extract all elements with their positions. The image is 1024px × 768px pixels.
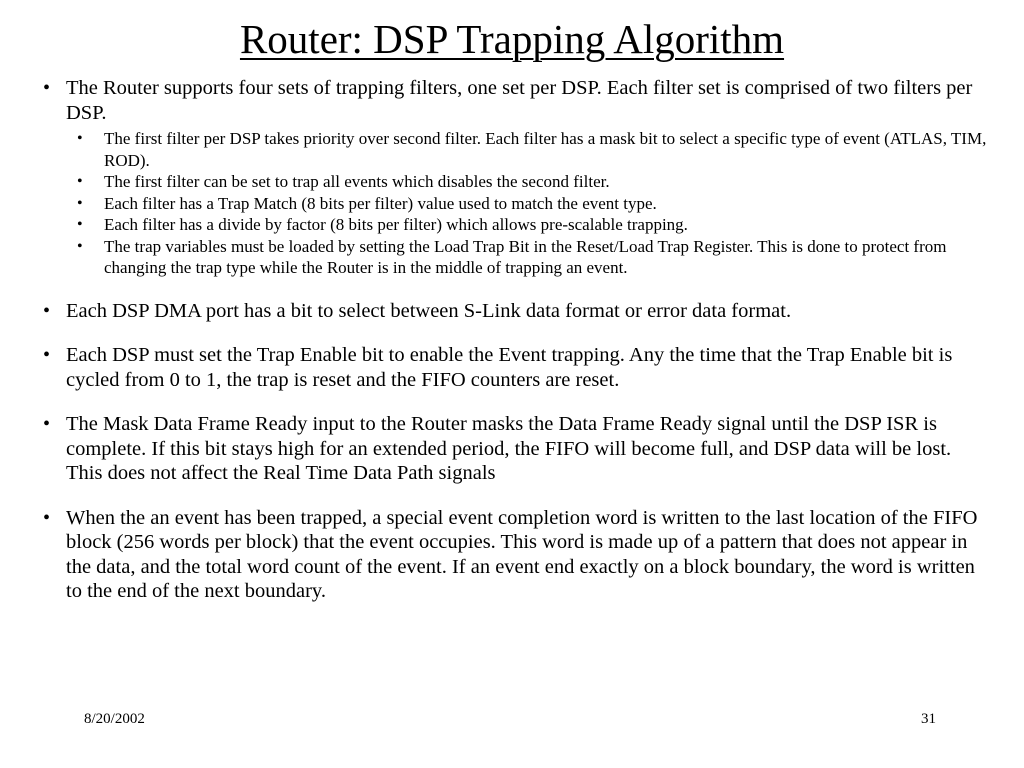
bullet-item <box>40 343 992 392</box>
bullet-text: The Router supports four sets of trapping filters, one set per DSP. Each filter set is comprised of two filters per DSP. <box>66 77 973 124</box>
slide-title: Router: DSP Trapping Algorithm <box>239 16 785 62</box>
sub-bullet-text: Each filter has a Trap Match (8 bits per filter) value used to match the event type. <box>104 193 657 213</box>
bullet-icon: • <box>43 299 51 322</box>
bullet-icon: • <box>43 506 51 529</box>
page-number: 31 <box>921 711 936 727</box>
bullet-item <box>40 412 992 486</box>
bullet-text: The Mask Data Frame Ready input to the Router masks the Data Frame Ready signal until the DSP ISR is complete. If this bit stays high for an extended period, the FIFO will become full, and DSP data will be lost. This does not affect the Real Time Data Path signals <box>66 413 952 484</box>
sub-bullet-icon: • <box>77 237 83 255</box>
bullet-icon: • <box>43 413 51 435</box>
sub-bullet-text: Each filter has a divide by factor (8 bits per filter) which allows pre-scalable trapping. <box>104 215 688 234</box>
sub-bullet-icon: • <box>77 173 83 190</box>
bullet-icon: • <box>43 344 51 366</box>
sub-bullet-icon: • <box>77 194 83 212</box>
bullet-icon: • <box>43 77 51 99</box>
sub-bullet-text: The first filter per DSP takes priority over second filter. Each filter has a mask bit to select a specific type of event (ATLAS, TIM, ROD). <box>104 129 987 170</box>
sub-bullet-item <box>66 236 992 279</box>
sub-bullet-item <box>66 214 992 236</box>
bullet-item <box>40 76 992 279</box>
sub-bullet-item <box>66 171 992 193</box>
sub-bullet-text: The trap variables must be loaded by setting the Load Trap Bit in the Reset/Load Trap Register. This is done to protect from changing the trap type while the Router is in the middle of trapping an event. <box>104 236 947 277</box>
sub-bullet-text: The first filter can be set to trap all events which disables the second filter. <box>104 172 610 191</box>
bullet-list <box>40 76 992 604</box>
sub-bullet-item <box>66 193 992 215</box>
bullet-text: Each DSP DMA port has a bit to select between S-Link data format or error data format. <box>66 299 792 322</box>
bullet-item <box>40 506 992 604</box>
bullet-text: When the an event has been trapped, a special event completion word is written to the last location of the FIFO block (256 words per block) that the event occupies. This word is made up of a pattern that does not appear in the data, and the total word count of the event. If an event end exactly on a block boundary, the word is written to the end of the next boundary. <box>66 506 978 602</box>
sub-bullet-list <box>66 128 992 279</box>
sub-bullet-icon: • <box>77 216 83 233</box>
footer-date: 8/20/2002 <box>84 711 145 727</box>
sub-bullet-item <box>66 128 992 171</box>
bullet-text: Each DSP must set the Trap Enable bit to enable the Event trapping. Any the time that the Trap Enable bit is cycled from 0 to 1, the trap is reset and the FIFO counters are reset. <box>66 344 953 391</box>
bullet-item <box>40 299 992 324</box>
sub-bullet-icon: • <box>77 130 83 147</box>
